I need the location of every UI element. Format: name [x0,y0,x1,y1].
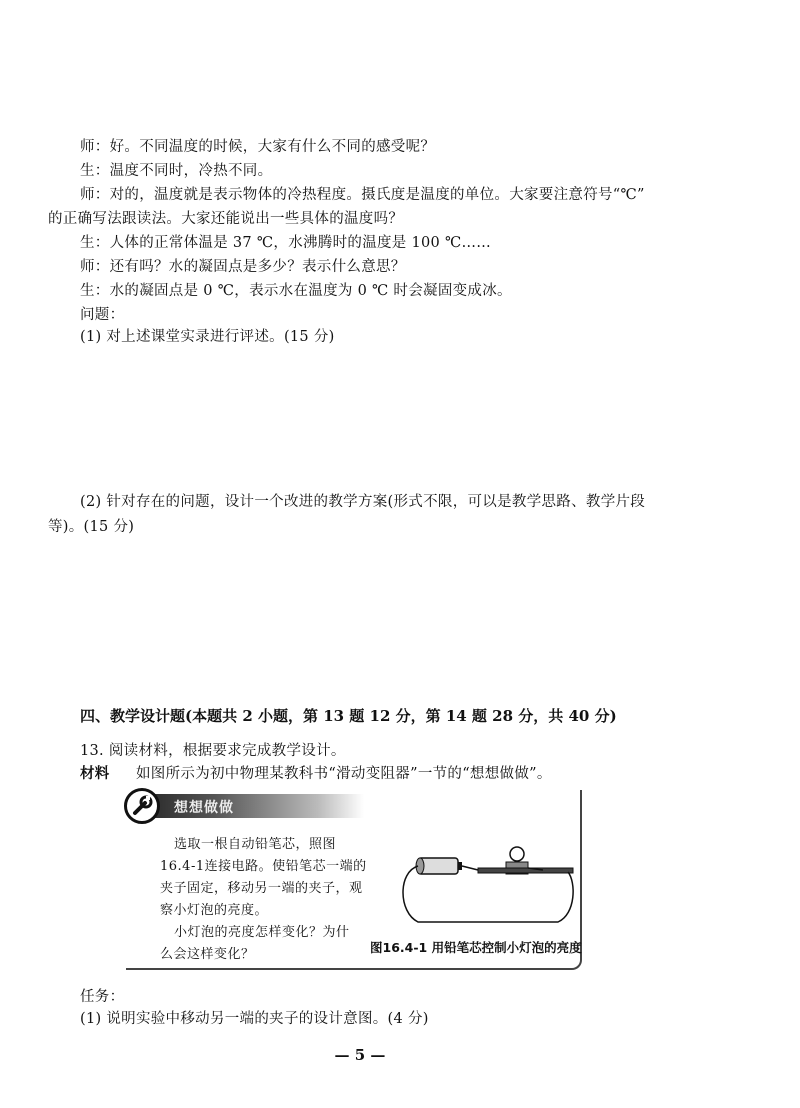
material-label: 材料 [80,765,110,782]
figure-text-line-5: 小灯泡的亮度怎样变化？为什 [174,925,350,940]
tasks-label: 任务： [80,989,125,1005]
figure-text-line-6: 么会这样变化？ [160,947,255,962]
figure-text-line-3: 夹子固定，移动另一端的夹子，观 [160,881,363,896]
dialogue-line-2: 生：温度不同时，冷热不同。 [80,163,273,179]
page-number: — 5 — [334,1046,386,1064]
question-1: (1) 对上述课堂实录进行评述。(15 分) [80,329,335,345]
question-2-line-2: 等)。(15 分) [48,519,135,535]
task-1: (1) 说明实验中移动另一端的夹子的设计意图。(4 分) [80,1011,429,1027]
section-heading: 四、教学设计题(本题共 2 小题，第 13 题 12 分，第 14 题 28 分，共 40 分) [80,707,617,725]
figure-banner [134,794,364,818]
dialogue-line-1: 师：好。不同温度的时候，大家有什么不同的感受呢？ [80,139,436,155]
figure-text-line-4: 察小灯泡的亮度。 [160,903,269,918]
material-text: 如图所示为初中物理某教科书“滑动变阻器”一节的“想想做做”。 [136,766,552,782]
dialogue-line-6: 师：还有吗？水的凝固点是多少？表示什么意思？ [80,259,406,275]
wrench-icon [124,788,160,824]
dialogue-line-3: 师：对的，温度就是表示物体的冷热程度。摄氏度是温度的单位。大家要注意符号“℃” [80,187,645,203]
figure-caption: 图16.4-1 用铅笔芯控制小灯泡的亮度 [370,940,582,955]
question-13-intro: 13. 阅读材料，根据要求完成教学设计。 [80,743,346,759]
textbook-figure [126,790,582,970]
pencil-lead-circuit-illustration [398,842,578,936]
dialogue-line-7: 生：水的凝固点是 0 ℃，表示水在温度为 0 ℃ 时会凝固变成冰。 [80,283,512,299]
question-2-line-1: (2) 针对存在的问题，设计一个改进的教学方案(形式不限，可以是教学思路、教学片段 [80,494,646,510]
dialogue-line-4: 的正确写法跟读法。大家还能说出一些具体的温度吗？ [48,211,404,227]
dialogue-line-5: 生：人体的正常体温是 37 ℃，水沸腾时的温度是 100 ℃…… [80,235,492,251]
figure-text-line-2: 16.4-1连接电路。使铅笔芯一端的 [160,859,367,874]
questions-label: 问题： [80,307,125,323]
material-line [80,765,740,783]
banner-title: 想想做做 [174,800,234,816]
figure-text-line-1: 选取一根自动铅笔芯，照图 [174,837,337,852]
